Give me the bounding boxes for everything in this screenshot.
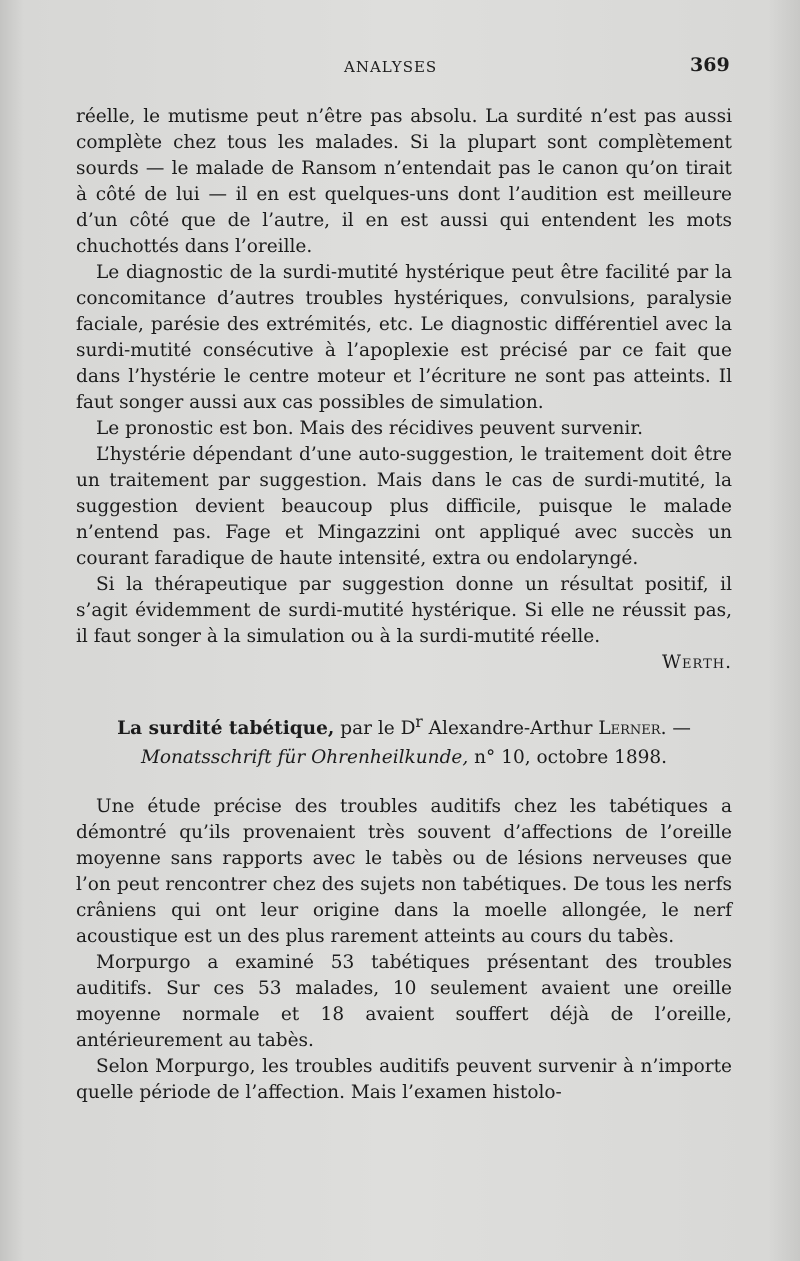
article-issue: n° 10, octobre 1898. [468,747,668,769]
paragraph-pronostic: Le pronostic est bon. Mais des récidives peuvent survenir. [96,418,644,439]
article-author-first: Alexandre-Arthur [422,718,599,740]
article-heading [76,708,732,772]
article-heading-line-1 [76,708,732,743]
article-heading-line-2 [76,743,732,772]
article-surdite-tabetique [76,708,732,1106]
paragraph-selon-morpurgo: Selon Morpurgo, les troubles auditifs peuvent survenir à n’importe quelle période de l’affection. Mais l’examen histolo- [76,1056,732,1104]
paragraph-etude: Une étude précise des troubles auditifs chez les tabétiques a démontré qu’ils provenaient très souvent d’affections de l’oreille moyenne sans rapports avec le tabès ou de lésions nerveuses que l’on peut rencontrer chez des sujets non tabétiques. De tous les nerfs crâniens qui ont leur origine dans la moelle allongée, le nerf acoustique est un des plus rarement atteints au cours du tabès. [76,796,732,948]
paragraph-traitement: L’hystérie dépendant d’une auto-suggestion, le traitement doit être un traitement par suggestion. Mais dans le cas de surdi-mutité, la suggestion devient beaucoup plus difficile, puisque le malade n’entend pas. Fage et Mingazzini ont appliqué avec succès un courant faradique de haute intensité, extra ou endolaryngé. [76,444,732,569]
paragraph-continued: réelle, le mutisme peut n’être pas absolu. La surdité n’est pas aussi complète chez tous les malades. Si la plupart sont complètement sourds — le malade de Ransom n’entendait pas le canon qu’on tirait à côté de lui — il en est quelques-uns dont l’audition est meilleure d’un côté que de l’autre, il en est aussi qui entendent les mots chuchottés dans l’oreille. [76,106,732,257]
article-journal: Monatsschrift für Ohrenheilkunde, [140,747,469,769]
paragraph-therapeutique: Si la thérapeutique par suggestion donne un résultat positif, il s’agit évidemment de surdi-mutité hystérique. Si elle ne réussit pas, il faut songer à la simulation ou à la surdi-mutité réelle. [76,574,732,647]
running-head [0,54,800,82]
paragraph-diagnostic: Le diagnostic de la surdi-mutité hystérique peut être facilité par la concomitance d’autres troubles hystériques, convulsions, paralysie faciale, parésie des extrémités, etc. Le diagnostic différentiel avec la surdi-mutité consécutive à l’apoplexie est précisé par ce fait que dans l’hystérie le centre moteur et l’écriture ne sont pas atteints. Il faut songer aussi aux cas possibles de simulation. [76,262,732,413]
signature-werth: Werth. [662,652,732,673]
running-title: ANALYSES [344,58,438,76]
article-by-sup: r [415,713,423,731]
article-author-last: Lerner [598,718,661,740]
article-by: par le D [334,718,416,740]
article-after-author: . — [660,718,691,740]
paragraph-morpurgo: Morpurgo a examiné 53 tabétiques présentant des troubles auditifs. Sur ces 53 malades, 10 seulement avaient une oreille moyenne normale et 18 avaient souffert déjà de l’oreille, antérieurement au tabès. [76,952,732,1052]
page-body [76,104,732,1106]
article-title: La surdité tabétique, [117,718,335,740]
page-number: 369 [690,54,730,76]
